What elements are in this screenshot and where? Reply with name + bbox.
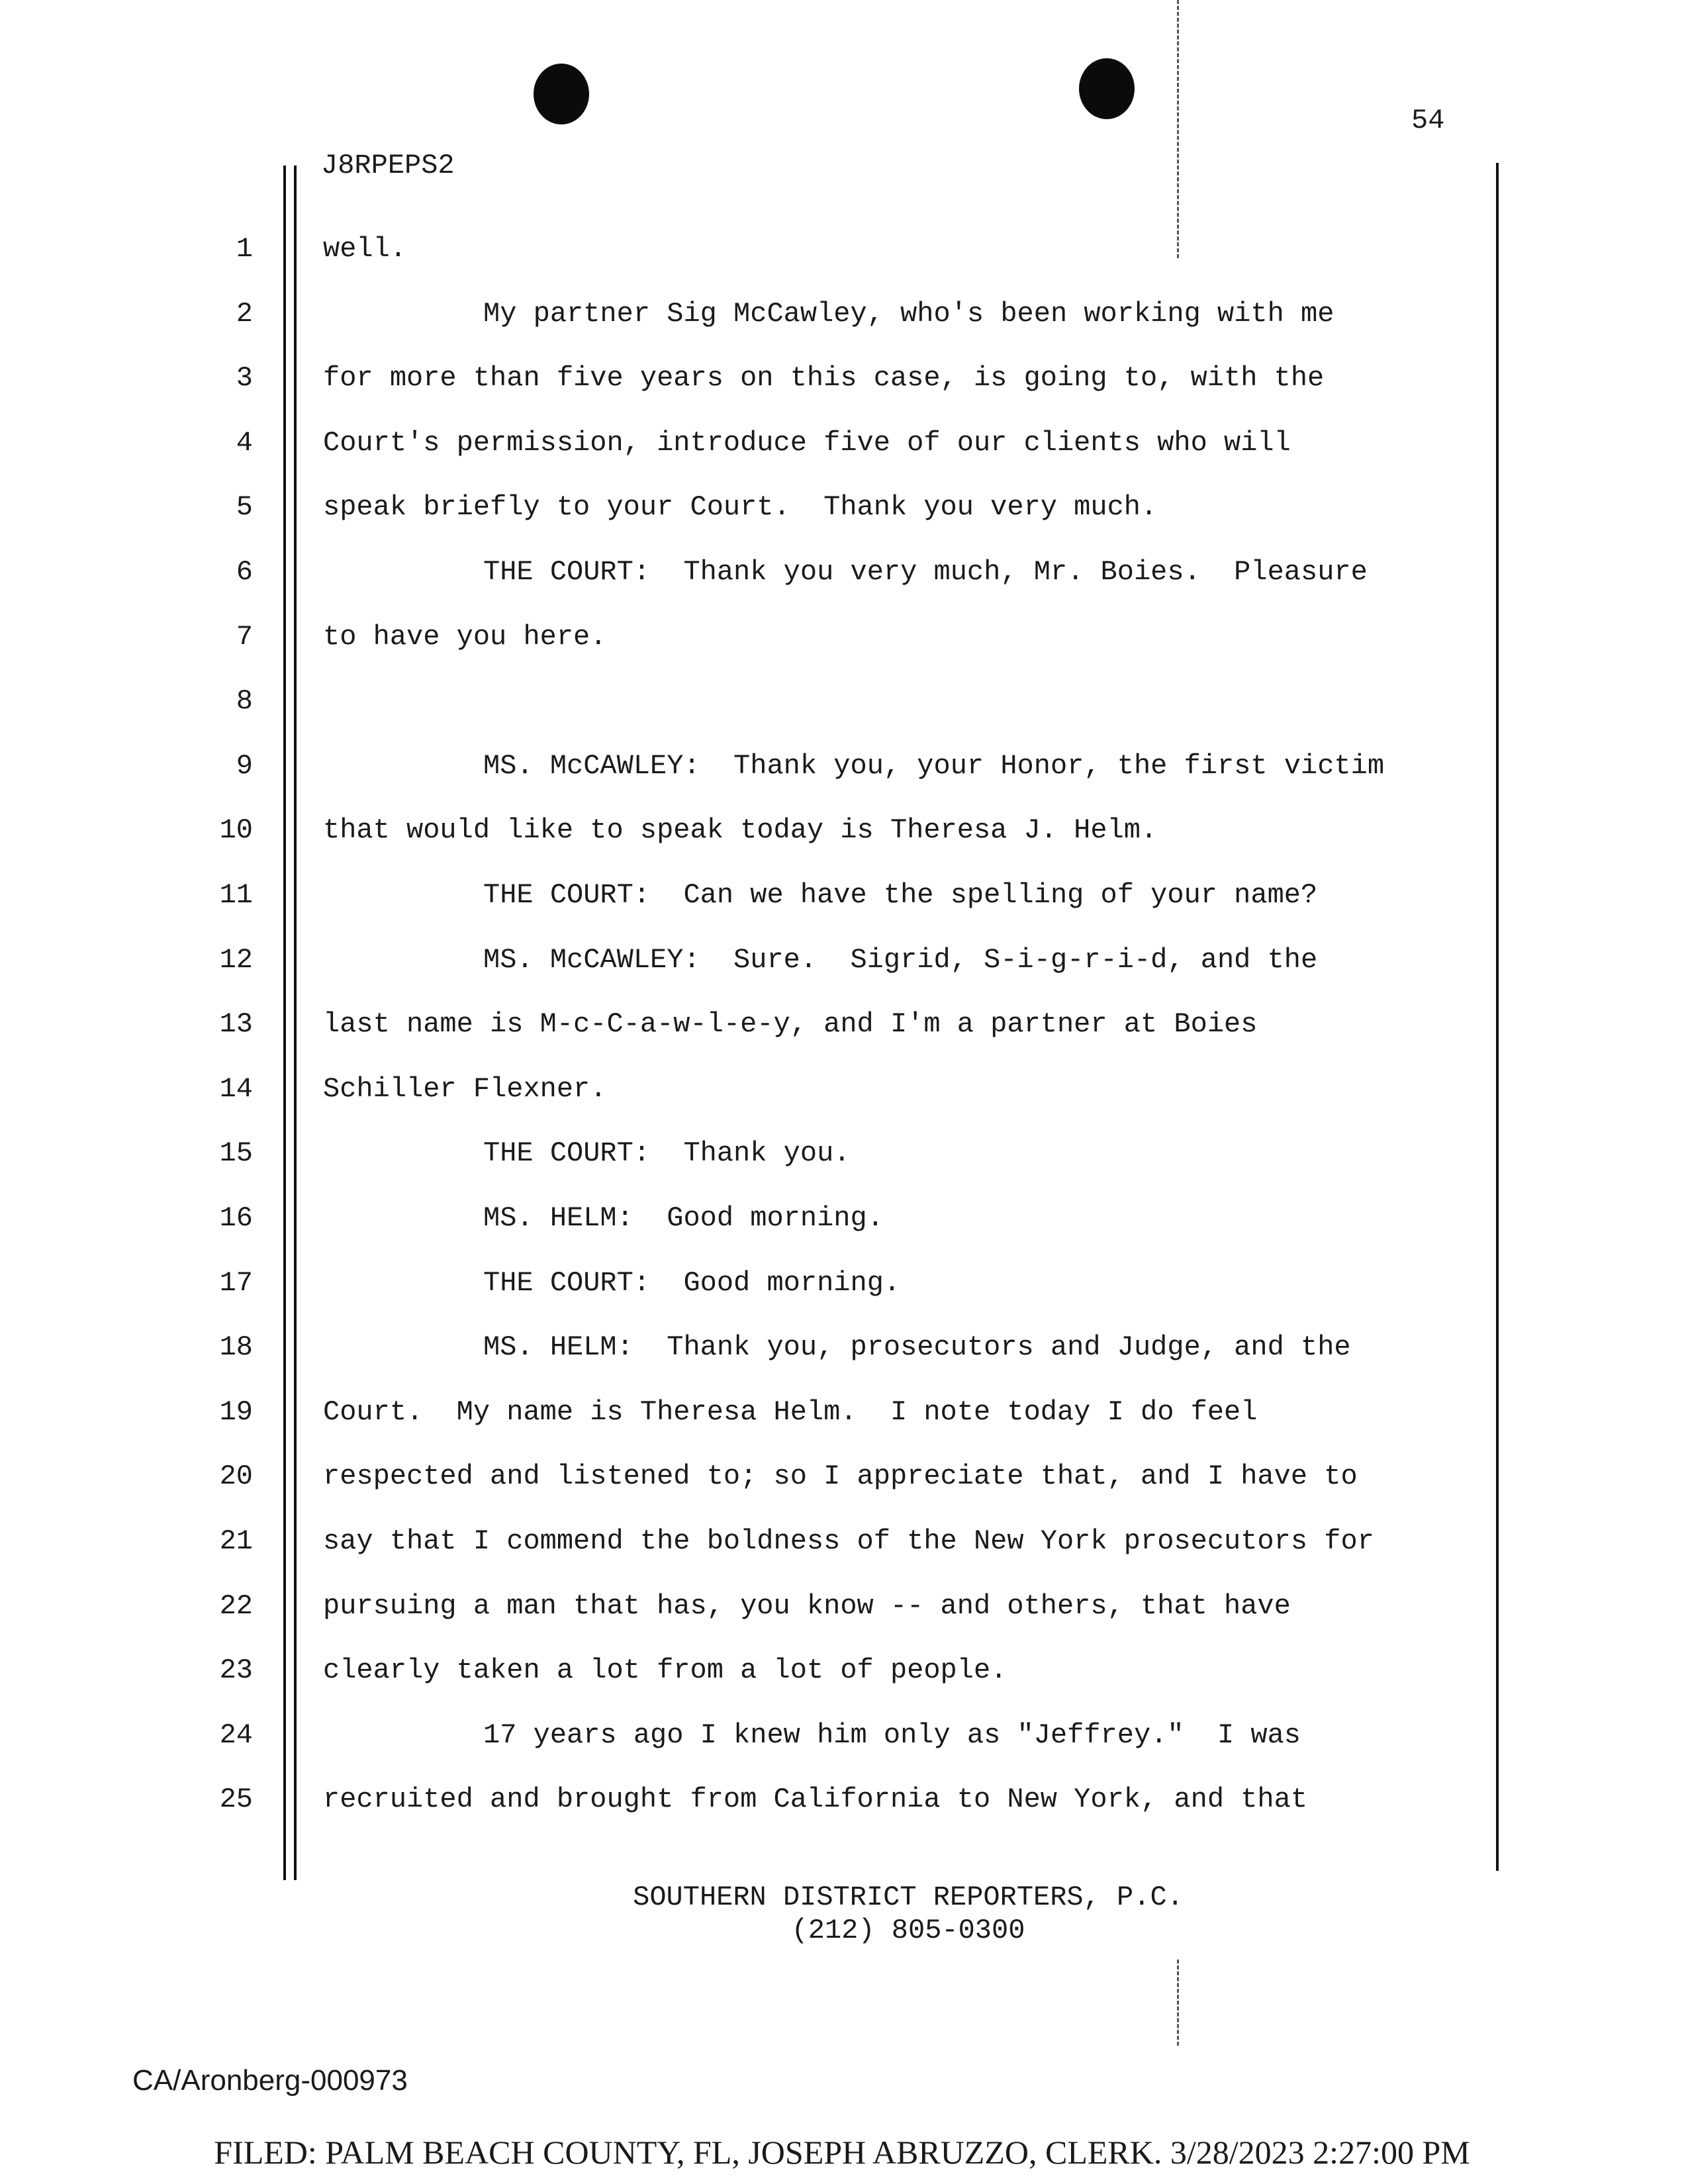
line-number: 14 — [219, 1072, 253, 1105]
transcript-line — [0, 1331, 1684, 1371]
transcript-line — [0, 750, 1684, 790]
line-number: 11 — [219, 879, 253, 911]
line-number: 9 — [236, 749, 253, 782]
line-text: Court. My name is Theresa Helm. I note today I do feel — [323, 1396, 1258, 1428]
scan-fold-line-bottom — [1177, 1960, 1179, 2046]
transcript-line — [0, 1073, 1684, 1113]
line-text: 17 years ago I knew him only as "Jeffrey." I was — [483, 1719, 1301, 1751]
transcript-line — [0, 233, 1684, 273]
transcript-line — [0, 621, 1684, 661]
line-text: MS. HELM: Good morning. — [483, 1202, 884, 1234]
line-text: MS. HELM: Thank you, prosecutors and Judge, and the — [483, 1331, 1351, 1364]
line-text: well. — [323, 233, 407, 265]
transcript-line — [0, 1460, 1684, 1500]
transcript-line — [0, 1719, 1684, 1759]
line-number: 3 — [236, 362, 253, 395]
line-text: clearly taken a lot from a lot of people. — [323, 1654, 1007, 1687]
line-number: 7 — [236, 620, 253, 653]
line-text: MS. McCAWLEY: Thank you, your Honor, the first victim — [483, 749, 1385, 782]
line-text: recruited and brought from California to New York, and that — [323, 1783, 1308, 1816]
transcript-line — [0, 1396, 1684, 1436]
line-number: 17 — [219, 1266, 253, 1299]
case-id: J8RPEPS2 — [321, 150, 455, 181]
transcript-line — [0, 362, 1684, 402]
line-number: 1 — [236, 233, 253, 265]
line-number: 25 — [219, 1783, 253, 1816]
line-text: Court's permission, introduce five of our clients who will — [323, 426, 1291, 459]
line-text: THE COURT: Thank you. — [483, 1137, 851, 1170]
line-number: 4 — [236, 426, 253, 459]
line-number: 24 — [219, 1719, 253, 1751]
line-text: for more than five years on this case, is going to, with the — [323, 362, 1325, 395]
line-text: pursuing a man that has, you know -- and others, that have — [323, 1590, 1291, 1622]
line-text: respected and listened to; so I appreciate that, and I have to — [323, 1460, 1358, 1493]
bates-number: CA/Aronberg-000973 — [132, 2064, 408, 2097]
line-text: My partner Sig McCawley, who's been working with me — [483, 297, 1334, 330]
line-number: 22 — [219, 1590, 253, 1622]
transcript-line — [0, 944, 1684, 984]
transcript-line — [0, 1267, 1684, 1307]
line-text: Schiller Flexner. — [323, 1072, 607, 1105]
line-number: 5 — [236, 491, 253, 524]
transcript-line — [0, 1202, 1684, 1242]
line-text: THE COURT: Can we have the spelling of your name? — [483, 879, 1318, 911]
line-number: 19 — [219, 1396, 253, 1428]
filed-stamp: FILED: PALM BEACH COUNTY, FL, JOSEPH ABRUZZO, CLERK. 3/28/2023 2:27:00 PM — [214, 2134, 1470, 2171]
transcript-line — [0, 1008, 1684, 1048]
transcript-line — [0, 879, 1684, 919]
punch-hole-right — [1079, 58, 1135, 119]
line-number: 16 — [219, 1202, 253, 1234]
punch-hole-left — [534, 64, 589, 124]
line-text: that would like to speak today is Theresa J. Helm. — [323, 814, 1158, 847]
page-number: 54 — [1411, 105, 1445, 136]
transcript-line — [0, 427, 1684, 467]
line-text: MS. McCAWLEY: Sure. Sigrid, S-i-g-r-i-d, and the — [483, 943, 1318, 976]
transcript-line — [0, 1783, 1684, 1823]
line-number: 12 — [219, 943, 253, 976]
transcript-line — [0, 491, 1684, 531]
line-number: 13 — [219, 1008, 253, 1041]
scan-fold-line-top — [1177, 0, 1179, 258]
transcript-line — [0, 1525, 1684, 1565]
line-text: to have you here. — [323, 620, 607, 653]
transcript-line — [0, 1590, 1684, 1630]
line-number: 20 — [219, 1460, 253, 1493]
line-text: THE COURT: Good morning. — [483, 1266, 901, 1299]
line-number: 21 — [219, 1525, 253, 1557]
transcript-line — [0, 685, 1684, 725]
line-number: 2 — [236, 297, 253, 330]
reporter-name: SOUTHERN DISTRICT REPORTERS, P.C. — [633, 1881, 1184, 1913]
line-number: 18 — [219, 1331, 253, 1364]
line-text: last name is M-c-C-a-w-l-e-y, and I'm a partner at Boies — [323, 1008, 1258, 1041]
line-number: 10 — [219, 814, 253, 847]
line-text: speak briefly to your Court. Thank you very much. — [323, 491, 1158, 524]
reporter-phone: (212) 805-0300 — [791, 1915, 1025, 1946]
transcript-line — [0, 814, 1684, 854]
line-number: 23 — [219, 1654, 253, 1687]
transcript-line — [0, 1137, 1684, 1177]
transcript-line — [0, 556, 1684, 596]
line-number: 8 — [236, 685, 253, 718]
transcript-line — [0, 1654, 1684, 1694]
line-text: say that I commend the boldness of the New York prosecutors for — [323, 1525, 1374, 1557]
transcript-line — [0, 298, 1684, 338]
line-number: 15 — [219, 1137, 253, 1170]
line-text: THE COURT: Thank you very much, Mr. Boies. Pleasure — [483, 556, 1368, 588]
line-number: 6 — [236, 556, 253, 588]
